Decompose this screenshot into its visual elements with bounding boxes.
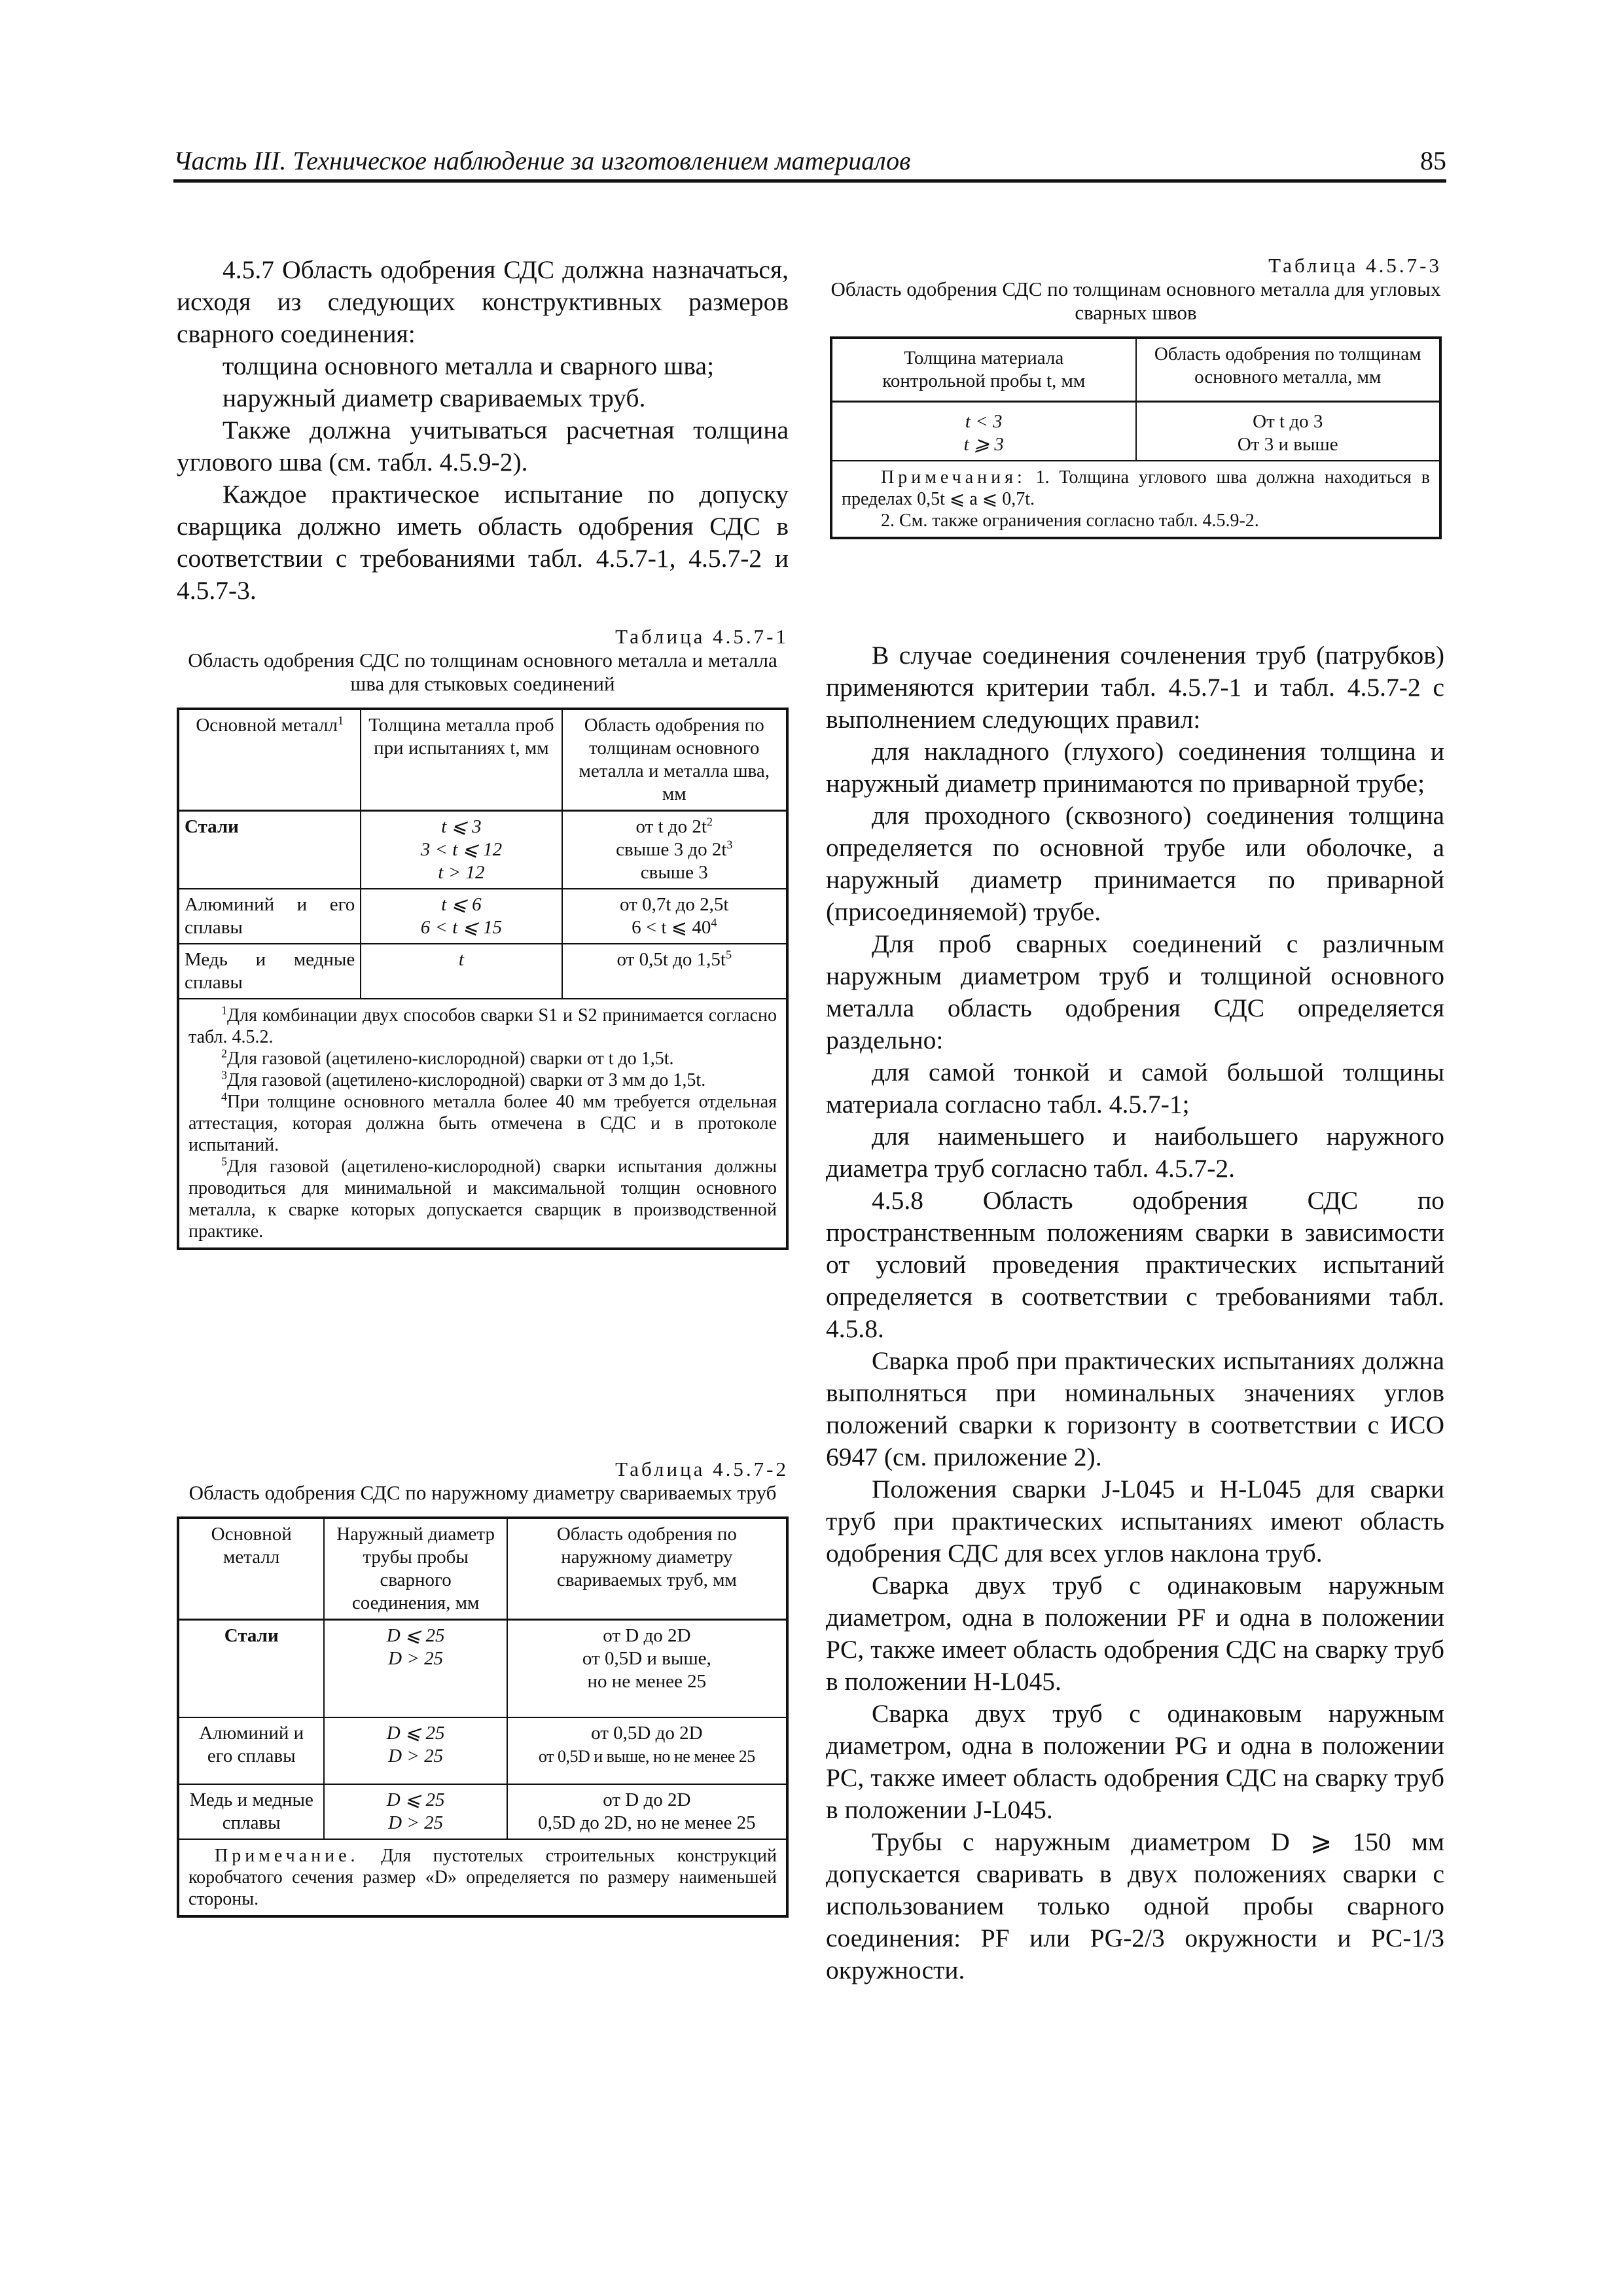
paragraph-r1: В случае соединения сочленения труб (патрубков) применяются критерии табл. 4.5.7-1 и табл. 4.5.7-2 с выполнением следующих правил: [826,641,1444,734]
table3 [830,336,1442,539]
paragraph-r11: Сварка двух труб с одинаковым наружным диаметром, одна в положении PG и одна в положении PC, также имеет область одобрения СДС на сварку труб в положении J-L045. [826,1699,1444,1824]
cell-metal: Стали [178,811,361,889]
page-header [173,145,1446,183]
cell-range: от t до $2t^2$ свыше 3 до $2t^3$ свыше 3 [562,811,787,889]
table-header-row [178,709,787,811]
table2-title: Область одобрения СДС по наружному диаметру свариваемых труб [188,1481,777,1504]
header-title: Часть III. Техническое наблюдение за изготовлением материалов [173,146,911,175]
header-cell: Основной металл$^1$ [178,709,361,811]
paragraph-4-5-7: 4.5.7 Область одобрения СДС должна назначаться, исходя из следующих конструктивных размеров сварного соединения: [177,255,789,348]
list-item-diameter: наружный диаметр свариваемых труб. [223,384,646,412]
footnote-3: $^3$Для газовой (ацетилено-кислородной) сварки от 3 мм до 1,5t. [221,1068,706,1090]
cell-range: от D до 2D от 0,5D и выше, но не менее 25 [507,1620,787,1718]
paragraph-r9: Положения сварки J-L045 и H-L045 для сварки труб при практических испытаниях имеют область одобрения СДС для всех углов наклона труб. [826,1475,1444,1568]
table-4-5-7-2-block [177,1458,789,1918]
cell-diameter: D ⩽ 25 D > 25 [324,1620,507,1718]
table-row [178,1717,787,1784]
table2-note: Примечание. Для пустотелых строительных конструкций коробчатого сечения размер «D» определяется по размеру наименьшей стороны. [178,1839,787,1916]
header-cell: Область одобрения по наружному диаметру свариваемых труб, мм [507,1518,787,1620]
note-label: Примечание. [215,1846,359,1866]
paragraph-r5: для самой тонкой и самой большой толщины материала согласно табл. 4.5.7-1; [826,1058,1444,1119]
paragraph-each: Каждое практическое испытание по допуску сварщика должно иметь область одобрения СДС в соответствии с требованиями табл. 4.5.7-1, 4.5.7-2 и 4.5.7-3. [177,480,789,605]
header-cell: Толщина материала контрольной пробы t, мм [831,338,1136,402]
table-header-row [178,1518,787,1620]
footnote-2: $^2$Для газовой (ацетилено-кислородной) сварки от t до 1,5t. [221,1047,674,1069]
footnote-1: $^1$Для комбинации двух способов сварки S1 и S2 принимается согласно табл. 4.5.2. [188,1003,777,1047]
table-header-row [831,338,1440,402]
page-number: 85 [1420,146,1446,175]
cell-metal: Медь и медные сплавы [178,944,361,999]
table-row [831,402,1440,461]
cell-range: от 0,5D до 2D от 0,5D и выше, но не менее 25 [507,1717,787,1784]
paragraph-r10: Сварка двух труб с одинаковым наружным диаметром, одна в положении PF и одна в положении PC, также имеет область одобрения СДС на сварку труб в положении H-L045. [826,1571,1444,1696]
cell-thickness: t < 3 t ⩾ 3 [831,402,1136,461]
header-cell: Область одобрения по толщинам основного металла и металла шва, мм [562,709,787,811]
header-cell: Толщина металла проб при испытаниях t, мм [361,709,562,811]
cell-thickness: t [361,944,562,999]
cell-range: от 0,5t до $1,5t^5$ [562,944,787,999]
footnote-5: $^5$Для газовой (ацетилено-кислородной) сварки испытания должны проводиться для минимальной и максимальной толщин основного металла, к сварке которых допускается сварщик в производственной практике. [188,1155,777,1242]
cell-metal: Алюминий и его сплавы [178,889,361,944]
paragraph-also: Также должна учитываться расчетная толщина углового шва (см. табл. 4.5.9-2). [177,416,789,476]
cell-range: от D до 2D 0,5D до 2D, но не менее 25 [507,1784,787,1839]
list-item-thickness: толщина основного металла и сварного шва; [223,351,715,380]
cell-metal: Алюминий и его сплавы [178,1717,324,1784]
table2 [177,1516,789,1918]
paragraph-r6: для наименьшего и наибольшего наружного диаметра труб согласно табл. 4.5.7-2. [826,1122,1444,1183]
table1 [177,708,789,1250]
table-notes-row [178,999,787,1249]
paragraph-r12: Трубы с наружным диаметром D ⩾ 150 мм допускается сваривать в двух положениях сварки с использованием только одной пробы сварного соединения: PF или PG-2/3 окружности и PC-1/3 окружности. [826,1827,1444,1984]
paragraph-r2: для накладного (глухого) соединения толщина и наружный диаметр принимаются по приварной трубе; [826,737,1444,798]
paragraph-r4: Для проб сварных соединений с различным наружным диаметром труб и толщиной основного металла область одобрения СДС определяется раздельно: [826,929,1444,1054]
cell-range: от 0,7t до 2,5t 6 < t ⩽ $40^4$ [562,889,787,944]
table-row [178,1784,787,1839]
table1-notes [178,999,787,1249]
table-row [178,944,787,999]
paragraph-r3: для проходного (сквозного) соединения толщина определяется по основной трубе или оболочке, а наружный диаметр принимается по приварной (присоединяемой) трубе. [826,801,1444,926]
cell-diameter: D ⩽ 25 D > 25 [324,1717,507,1784]
note-label: Примечания: [881,467,1026,488]
table3-note-2: 2. См. также ограничения согласно табл. 4.5.9-2. [881,511,1259,531]
table-row [178,1620,787,1718]
cell-thickness: t ⩽ 6 6 < t ⩽ 15 [361,889,562,944]
cell-metal: Медь и медные сплавы [178,1784,324,1839]
table1-caption: Таблица 4.5.7-1 [615,625,789,648]
cell-metal: Стали [178,1620,324,1718]
table3-caption: Таблица 4.5.7-3 [1268,254,1442,277]
header-cell: Основной металл [178,1518,324,1620]
cell-thickness: t ⩽ 3 3 < t ⩽ 12 t > 12 [361,811,562,889]
table-4-5-7-1-block [177,625,789,1250]
paragraph-4-5-8: 4.5.8 Область одобрения СДС по пространственным положениям сварки в зависимости от условий проведения практических испытаний определяется в соответствии с требованиями табл. 4.5.8. [826,1186,1444,1343]
cell-diameter: D ⩽ 25 D > 25 [324,1784,507,1839]
table3-title: Область одобрения СДС по толщинам основного металла для угловых сварных швов [830,278,1441,324]
cell-range: От t до 3 От 3 и выше [1136,402,1441,461]
header-cell: Наружный диаметр трубы пробы сварного соединения, мм [324,1518,507,1620]
footnote-4: $^4$При толщине основного металла более 40 мм требуется отдельная аттестация, которая должна быть отмечена в СДС и в протоколе испытаний. [188,1090,777,1155]
table1-title: Область одобрения СДС по толщинам основного металла и металла шва для стыковых соединений [188,649,777,695]
table-4-5-7-3-block [830,254,1442,539]
table-row [178,811,787,889]
table-notes-row [178,1839,787,1916]
table-row [178,889,787,944]
paragraph-r8: Сварка проб при практических испытаниях должна выполняться при номинальных значениях углов положений сварки к горизонту в соответствии с ИСО 6947 (см. приложение 2). [826,1346,1444,1471]
right-column [826,639,1444,1986]
table-notes-row [831,461,1440,538]
table2-caption: Таблица 4.5.7-2 [615,1458,789,1480]
left-column [177,254,789,607]
table3-notes: Примечания: 1. Толщина углового шва должна находиться в пределах 0,5t ⩽ a ⩽ 0,7t. 2. См. также ограничения согласно табл. 4.5.9-2. [831,461,1440,538]
header-cell: Область одобрения по толщинам основного металла, мм [1136,338,1441,402]
